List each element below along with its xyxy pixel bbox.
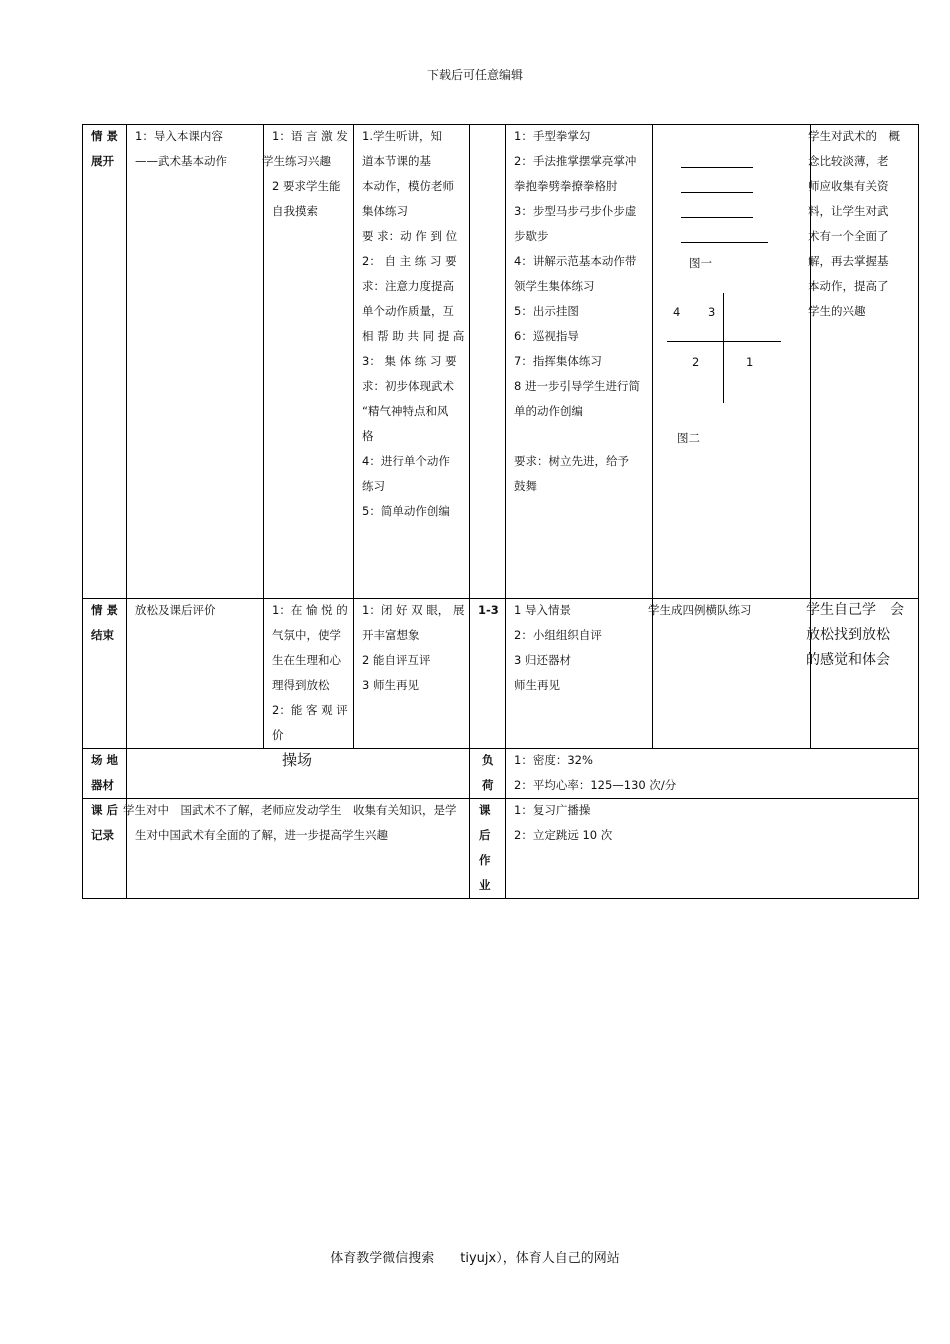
figure-1-label: 图一 [689, 256, 712, 270]
cell-line: 2：小组组织自评 [514, 628, 602, 642]
homework-values: 1：复习广播操 2：立定跳远 10 次 [514, 803, 613, 842]
cell-line: 本动作，模仿老师 [362, 179, 454, 193]
cell-line: 2 能自评互评 [362, 653, 431, 667]
time-situation-end: 1-3 [478, 603, 499, 617]
cell-line: 单个动作质量，互 [362, 304, 454, 318]
cell-line: 3： 集 体 练 习 要 [362, 354, 457, 368]
cell-line: 本动作，提高了 [808, 279, 889, 293]
venue-value: 操场 [282, 751, 313, 769]
cell-line: 3：步型马步弓步仆步虚 [514, 204, 637, 218]
cell-line: 4：讲解示范基本动作带 [514, 254, 637, 268]
cell-line: “精气神特点和风 [362, 404, 449, 418]
cell-line: 1.学生听讲，知 [362, 129, 442, 143]
cell-line: 生在生理和心 [272, 653, 341, 667]
footer-note: 体育教学微信搜索 tiyujx），体育人自己的网站 [330, 1251, 620, 1266]
load-values: 1：密度：32% 2：平均心率：125—130 次/分 [514, 753, 677, 792]
cell-line: 师生再见 [514, 678, 560, 692]
quadrant-label: 3 [708, 305, 716, 319]
cell-line: 求：初步体现武术 [362, 379, 454, 393]
cell-line: 学生的兴趣 [808, 304, 866, 318]
cell-line [514, 424, 640, 449]
cell-line: 放松找到放松 [806, 627, 890, 643]
row-label-situation-end: 情 景 结束 [91, 603, 119, 642]
cell-line: 4：进行单个动作 [362, 454, 450, 468]
cell-line: 要求：树立先进，给予 [514, 454, 629, 468]
row-label-record: 课 后 记录 [91, 803, 119, 842]
cell-line: 格 [362, 429, 374, 443]
cell-line: 鼓舞 [514, 479, 537, 493]
content-situation-develop: 1：导入本课内容 ——武术基本动作 [135, 129, 227, 168]
cell-line: 道本节课的基 [362, 154, 431, 168]
cell-line: 1：手型拳掌勾 [514, 129, 591, 143]
cell-line: 价 [272, 728, 284, 742]
cell-line: 拳抱拳劈拳撩拳格肘 [514, 179, 618, 193]
cell-line: 念比较淡薄，老 [808, 154, 889, 168]
cell-line: 8 进一步引导学生进行简 [514, 379, 640, 393]
cell-line: 1：在 愉 悦 的 [272, 603, 348, 617]
cell-line: 解，再去掌握基 [808, 254, 889, 268]
row-label-venue: 场 地 器材 [91, 753, 119, 792]
goal-situation-develop: 1：语 言 激 发 学生练习兴趣 2 要求学生能 自我摸索 [262, 129, 348, 218]
cell-line: 1：闭 好 双 眼， 展 [362, 603, 465, 617]
teacher-activity-situation-develop [514, 124, 640, 499]
goal-situation-end [272, 598, 348, 748]
cell-line: 6：巡视指导 [514, 329, 579, 343]
cell-line: 师应收集有关资 [808, 179, 889, 193]
cell-line: 学生对武术的 概 [808, 129, 900, 143]
record-value: 学生对中 国武术不了解，老师应发动学生 收集有关知识，是学 生对中国武术有全面的了解，进一步提高学生兴趣 [123, 803, 457, 842]
cell-line: 气氛中，使学 [272, 628, 341, 642]
student-activity-situation-develop [362, 124, 464, 524]
cell-line: 料，让学生对武 [808, 204, 889, 218]
quadrant-label: 1 [746, 355, 754, 369]
cell-line: 要 求：动 作 到 位 [362, 229, 458, 243]
cell-line: 2：能 客 观 评 [272, 703, 348, 717]
load-label: 负 荷 [482, 753, 494, 792]
student-activity-situation-end [362, 598, 464, 698]
cell-line: 的感觉和体会 [806, 652, 890, 668]
teacher-activity-situation-end [514, 598, 602, 698]
cell-line: 集体练习 [362, 204, 408, 218]
quadrant-label: 4 [673, 305, 681, 319]
cell-line: 5：简单动作创编 [362, 504, 450, 518]
cell-line: 1 导入情景 [514, 603, 571, 617]
figure-2-label: 图二 [677, 431, 700, 445]
remark-situation-end [806, 598, 904, 673]
cell-line: 步歇步 [514, 229, 549, 243]
organization-situation-end: 学生成四例横队练习 [648, 603, 752, 617]
cell-line: 2：手法推掌摆掌亮掌冲 [514, 154, 637, 168]
header-note: 下载后可任意编辑 [426, 68, 523, 82]
cell-line: 2： 自 主 练 习 要 [362, 254, 457, 268]
homework-label: 课 后 作 业 [479, 803, 491, 892]
cell-line: 单的动作创编 [514, 404, 583, 418]
cell-line: 7：指挥集体练习 [514, 354, 602, 368]
quadrant-label: 2 [692, 355, 700, 369]
content-situation-end: 放松及课后评价 [135, 603, 216, 617]
cell-line: 5：出示挂图 [514, 304, 579, 318]
cell-line: 领学生集体练习 [514, 279, 595, 293]
cell-line: 术有一个全面了 [808, 229, 889, 243]
cell-line: 学生自己学 会 [806, 602, 904, 618]
row-label-situation-develop: 情 景 展开 [91, 129, 119, 168]
cell-line: 相 帮 助 共 同 提 高 [362, 329, 465, 343]
cell-line: 求：注意力度提高 [362, 279, 454, 293]
cell-line: 3 师生再见 [362, 678, 419, 692]
cell-line: 开丰富想象 [362, 628, 420, 642]
cell-line: 练习 [362, 479, 385, 493]
cell-line: 理得到放松 [272, 678, 330, 692]
remark-situation-develop [808, 124, 900, 324]
cell-line: 3 归还器材 [514, 653, 571, 667]
